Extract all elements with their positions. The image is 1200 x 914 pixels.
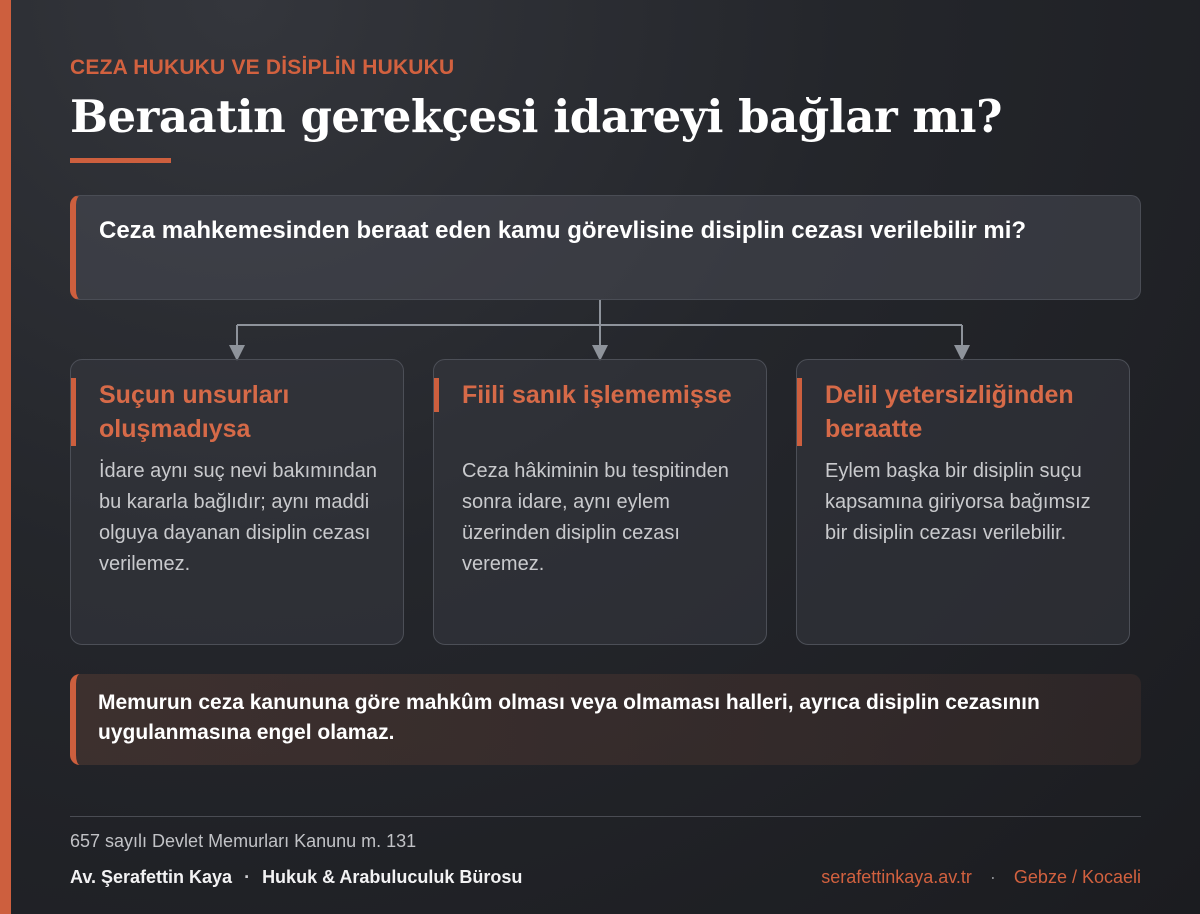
card-title-accent	[434, 378, 766, 412]
card-title-accent	[797, 378, 1129, 446]
footer-credits	[70, 867, 522, 888]
card-body: İdare aynı suç nevi bakımından bu kararla bağlıdır; aynı maddi olguya dayanan disiplin cezası verilemez.	[99, 460, 377, 575]
footer-contact	[821, 867, 1141, 888]
footer-separator: ·	[244, 867, 251, 887]
card-title-accent	[71, 378, 403, 446]
legal-source: 657 sayılı Devlet Memurları Kanunu m. 131	[70, 831, 417, 851]
card-title: Fiili sanık işlememişse	[462, 381, 732, 409]
conclusion-text: Memurun ceza kanununa göre mahkûm olması veya olmaması halleri, ayrıca disiplin cezasının uygulanmasına engel olamaz.	[98, 691, 1040, 744]
footer-separator: ·	[989, 867, 996, 887]
card-title: Suçun unsurları oluşmadıysa	[99, 381, 290, 443]
footer-divider	[70, 816, 1141, 817]
card-title: Delil yetersizliğinden beraatte	[825, 381, 1074, 443]
card-body: Ceza hâkiminin bu tespitinden sonra idare, aynı eylem üzerinden disiplin cezası veremez.	[462, 460, 729, 575]
category-label: CEZA HUKUKU VE DİSİPLİN HUKUKU	[70, 56, 455, 79]
card-unsurlar	[70, 359, 404, 645]
card-body: Eylem başka bir disiplin suçu kapsamına giriyorsa bağımsız bir disiplin cezası verilebilir.	[825, 460, 1091, 544]
location-text: Gebze / Kocaeli	[1013, 867, 1141, 887]
card-fiili	[433, 359, 767, 645]
question-text: Ceza mahkemesinden beraat eden kamu görevlisine disiplin cezası verilebilir mi?	[99, 217, 1027, 244]
page-title: Beraatin gerekçesi idareyi bağlar mı?	[70, 90, 1002, 143]
website-link[interactable]: serafettinkaya.av.tr	[821, 867, 972, 887]
firm-name: Hukuk & Arabuluculuk Bürosu	[262, 867, 523, 887]
author-name: Av. Şerafettin Kaya	[70, 867, 233, 887]
conclusion-box	[70, 674, 1141, 765]
card-delil	[796, 359, 1130, 645]
